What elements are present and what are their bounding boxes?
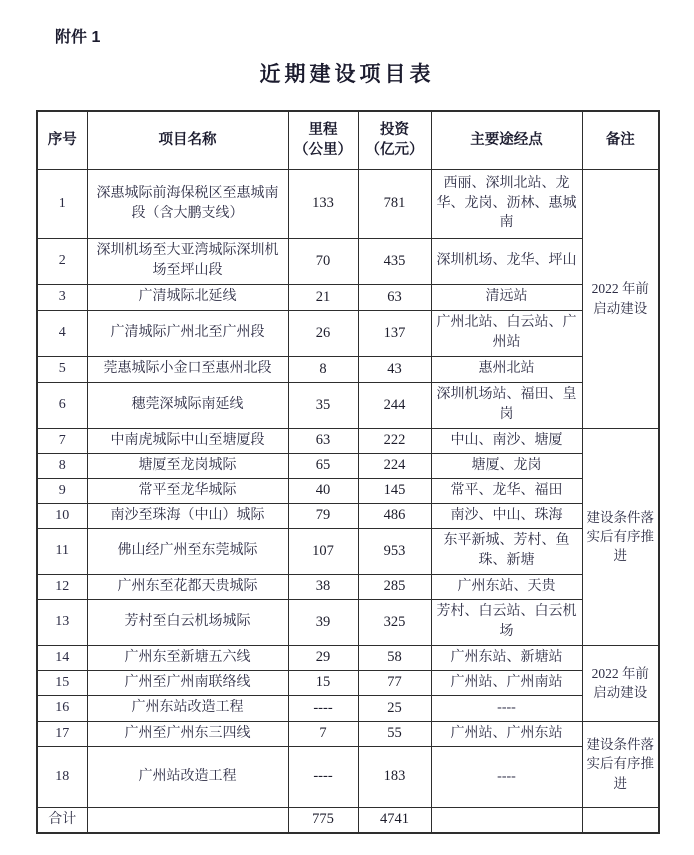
cell-project-name: 穗莞深城际南延线 bbox=[87, 382, 288, 428]
cell-no: 18 bbox=[37, 746, 87, 807]
cell-no: 2 bbox=[37, 238, 87, 284]
cell-investment: 222 bbox=[358, 428, 431, 453]
total-name-empty bbox=[87, 807, 288, 833]
cell-project-name: 深惠城际前海保税区至惠城南段（含大鹏支线） bbox=[87, 169, 288, 238]
cell-mileage: 70 bbox=[288, 238, 358, 284]
header-mileage-label: 里程 bbox=[308, 121, 338, 138]
cell-investment: 953 bbox=[358, 528, 431, 574]
header-mileage bbox=[288, 111, 358, 169]
cell-project-name: 广清城际广州北至广州段 bbox=[87, 310, 288, 356]
cell-no: 14 bbox=[37, 645, 87, 670]
cell-investment: 43 bbox=[358, 356, 431, 382]
cell-stops: 塘厦、龙岗 bbox=[431, 453, 582, 478]
table-row bbox=[37, 599, 659, 645]
table-row bbox=[37, 670, 659, 695]
cell-mileage: 8 bbox=[288, 356, 358, 382]
cell-no: 15 bbox=[37, 670, 87, 695]
table-row bbox=[37, 695, 659, 721]
cell-stops: 深圳机场站、福田、皇岗 bbox=[431, 382, 582, 428]
cell-mileage: 21 bbox=[288, 284, 358, 310]
cell-no: 11 bbox=[37, 528, 87, 574]
cell-project-name: 广州至广州南联络线 bbox=[87, 670, 288, 695]
header-no-label: 序号 bbox=[47, 131, 77, 148]
cell-project-name: 南沙至珠海（中山）城际 bbox=[87, 503, 288, 528]
cell-no: 9 bbox=[37, 478, 87, 503]
cell-investment: 58 bbox=[358, 645, 431, 670]
cell-mileage: 15 bbox=[288, 670, 358, 695]
table-row bbox=[37, 645, 659, 670]
cell-project-name: 莞惠城际小金口至惠州北段 bbox=[87, 356, 288, 382]
cell-stops: 广州站、广州南站 bbox=[431, 670, 582, 695]
cell-project-name: 中南虎城际中山至塘厦段 bbox=[87, 428, 288, 453]
cell-no: 17 bbox=[37, 721, 87, 746]
cell-stops: 广州东站、天贵 bbox=[431, 574, 582, 599]
cell-no: 12 bbox=[37, 574, 87, 599]
cell-investment: 55 bbox=[358, 721, 431, 746]
cell-project-name: 广州东至花都天贵城际 bbox=[87, 574, 288, 599]
cell-mileage: 7 bbox=[288, 721, 358, 746]
cell-stops: ---- bbox=[431, 746, 582, 807]
table-row bbox=[37, 169, 659, 238]
cell-mileage: 107 bbox=[288, 528, 358, 574]
cell-stops: 东平新城、芳村、鱼珠、新塘 bbox=[431, 528, 582, 574]
cell-mileage: 63 bbox=[288, 428, 358, 453]
cell-mileage: 29 bbox=[288, 645, 358, 670]
cell-project-name: 广清城际北延线 bbox=[87, 284, 288, 310]
cell-investment: 285 bbox=[358, 574, 431, 599]
cell-stops: 广州北站、白云站、广州站 bbox=[431, 310, 582, 356]
cell-project-name: 广州至广州东三四线 bbox=[87, 721, 288, 746]
cell-project-name: 广州站改造工程 bbox=[87, 746, 288, 807]
header-project-name bbox=[87, 111, 288, 169]
projects-table bbox=[36, 110, 660, 834]
cell-no: 6 bbox=[37, 382, 87, 428]
cell-no: 4 bbox=[37, 310, 87, 356]
cell-stops: 南沙、中山、珠海 bbox=[431, 503, 582, 528]
table-row bbox=[37, 503, 659, 528]
header-stops-label: 主要途经点 bbox=[470, 131, 543, 148]
cell-no: 5 bbox=[37, 356, 87, 382]
cell-investment: 25 bbox=[358, 695, 431, 721]
cell-project-name: 常平至龙华城际 bbox=[87, 478, 288, 503]
cell-investment: 183 bbox=[358, 746, 431, 807]
cell-remark-group-3: 2022 年前启动建设 bbox=[582, 645, 659, 721]
cell-stops: 广州东站、新塘站 bbox=[431, 645, 582, 670]
table-row bbox=[37, 721, 659, 746]
header-remark-label: 备注 bbox=[605, 131, 635, 148]
cell-stops: 中山、南沙、塘厦 bbox=[431, 428, 582, 453]
cell-no: 3 bbox=[37, 284, 87, 310]
cell-investment: 145 bbox=[358, 478, 431, 503]
header-mileage-unit: （公里） bbox=[294, 142, 352, 159]
table-row bbox=[37, 238, 659, 284]
cell-mileage: 133 bbox=[288, 169, 358, 238]
header-investment-unit: （亿元） bbox=[365, 142, 424, 159]
header-no bbox=[37, 111, 87, 169]
header-stops bbox=[431, 111, 582, 169]
cell-investment: 224 bbox=[358, 453, 431, 478]
cell-no: 8 bbox=[37, 453, 87, 478]
cell-no: 7 bbox=[37, 428, 87, 453]
cell-mileage: ---- bbox=[288, 695, 358, 721]
cell-no: 16 bbox=[37, 695, 87, 721]
cell-remark-group-1: 2022 年前启动建设 bbox=[582, 169, 659, 428]
cell-project-name: 芳村至白云机场城际 bbox=[87, 599, 288, 645]
total-mileage: 775 bbox=[288, 807, 358, 833]
cell-no: 10 bbox=[37, 503, 87, 528]
table-row bbox=[37, 478, 659, 503]
table-row bbox=[37, 428, 659, 453]
cell-mileage: ---- bbox=[288, 746, 358, 807]
cell-stops: 清远站 bbox=[431, 284, 582, 310]
cell-mileage: 35 bbox=[288, 382, 358, 428]
cell-remark-group-2: 建设条件落实后有序推进 bbox=[582, 428, 659, 645]
table-row bbox=[37, 284, 659, 310]
cell-project-name: 佛山经广州至东莞城际 bbox=[87, 528, 288, 574]
cell-stops: ---- bbox=[431, 695, 582, 721]
total-label: 合计 bbox=[37, 807, 87, 833]
header-investment-label: 投资 bbox=[380, 121, 409, 138]
table-row bbox=[37, 382, 659, 428]
cell-mileage: 38 bbox=[288, 574, 358, 599]
header-remark bbox=[582, 111, 659, 169]
cell-investment: 137 bbox=[358, 310, 431, 356]
attachment-label: 附件 1 bbox=[55, 29, 101, 46]
total-investment: 4741 bbox=[358, 807, 431, 833]
cell-stops: 深圳机场、龙华、坪山 bbox=[431, 238, 582, 284]
table-row bbox=[37, 453, 659, 478]
cell-investment: 435 bbox=[358, 238, 431, 284]
total-stops-empty bbox=[431, 807, 582, 833]
table-row bbox=[37, 356, 659, 382]
page-title: 近期建设项目表 bbox=[259, 63, 435, 86]
cell-project-name: 广州东站改造工程 bbox=[87, 695, 288, 721]
total-row bbox=[37, 807, 659, 833]
cell-stops: 芳村、白云站、白云机场 bbox=[431, 599, 582, 645]
cell-project-name: 深圳机场至大亚湾城际深圳机场至坪山段 bbox=[87, 238, 288, 284]
cell-stops: 西丽、深圳北站、龙华、龙岗、沥林、惠城南 bbox=[431, 169, 582, 238]
cell-stops: 广州站、广州东站 bbox=[431, 721, 582, 746]
table-row bbox=[37, 574, 659, 599]
cell-stops: 惠州北站 bbox=[431, 356, 582, 382]
cell-mileage: 39 bbox=[288, 599, 358, 645]
cell-no: 13 bbox=[37, 599, 87, 645]
cell-investment: 486 bbox=[358, 503, 431, 528]
header-project-name-label: 项目名称 bbox=[158, 131, 217, 148]
cell-investment: 781 bbox=[358, 169, 431, 238]
cell-investment: 63 bbox=[358, 284, 431, 310]
cell-remark-group-4: 建设条件落实后有序推进 bbox=[582, 721, 659, 807]
cell-project-name: 广州东至新塘五六线 bbox=[87, 645, 288, 670]
cell-investment: 77 bbox=[358, 670, 431, 695]
table-row bbox=[37, 746, 659, 807]
cell-no: 1 bbox=[37, 169, 87, 238]
cell-investment: 325 bbox=[358, 599, 431, 645]
cell-stops: 常平、龙华、福田 bbox=[431, 478, 582, 503]
cell-mileage: 79 bbox=[288, 503, 358, 528]
cell-investment: 244 bbox=[358, 382, 431, 428]
header-investment bbox=[358, 111, 431, 169]
cell-mileage: 65 bbox=[288, 453, 358, 478]
table-row bbox=[37, 528, 659, 574]
total-remark-empty bbox=[582, 807, 659, 833]
cell-mileage: 26 bbox=[288, 310, 358, 356]
cell-project-name: 塘厦至龙岗城际 bbox=[87, 453, 288, 478]
header-row bbox=[37, 111, 659, 169]
table-row bbox=[37, 310, 659, 356]
cell-mileage: 40 bbox=[288, 478, 358, 503]
